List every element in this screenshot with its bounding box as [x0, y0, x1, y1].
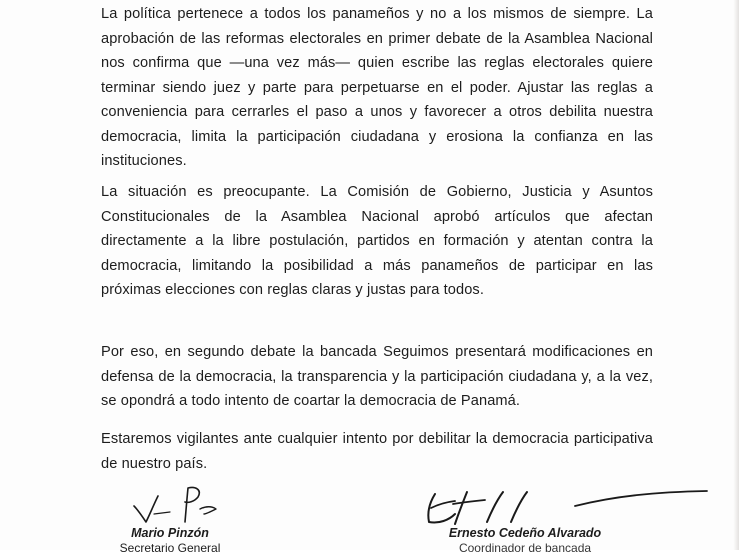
- signature-block-right: [430, 526, 620, 555]
- signature-ernesto-cedeno: [425, 484, 715, 530]
- signer-title: Secretario General: [119, 541, 221, 555]
- signer-name: Mario Pinzón: [131, 526, 209, 540]
- signature-block-left: [110, 526, 230, 555]
- paragraph-4: Estaremos vigilantes ante cualquier intento por debilitar la democracia participativa de nuestro país.: [101, 431, 653, 472]
- signer-name: Ernesto Cedeño Alvarado: [448, 526, 602, 540]
- signature-mario-pinzon: [130, 484, 240, 526]
- signer-title: Coordinador de bancada: [458, 541, 592, 555]
- paragraph-2: La situación es preocupante. La Comisión de Gobierno, Justicia y Asuntos Constitucionales de la Asamblea Nacional aprobó artículos que afectan directamente a la libre postulación, partidos en formación y atentan contra la democracia, limitando la posibilidad a más panameños de participar en las próximas elecciones con reglas claras y justas para todos.: [101, 184, 653, 298]
- page-edge-shadow: [733, 0, 739, 550]
- paragraph-1: La política pertenece a todos los panameños y no a los mismos de siempre. La aprobación de las reformas electorales en primer debate de la Asamblea Nacional nos confirma que —una vez más— quien escribe las reglas electorales quiere terminar siendo juez y parte para perpetuarse en el poder. Ajustar las reglas a conveniencia para cerrarles el paso a unos y favorecer a otros debilita nuestra democracia, limita la participación ciudadana y erosiona la confianza en las instituciones.: [101, 6, 653, 169]
- paragraph-3: Por eso, en segundo debate la bancada Seguimos presentará modificaciones en defensa de la democracia, la transparencia y la participación ciudadana y, a la vez, se opondrá a todo intento de coartar la democracia de Panamá.: [101, 344, 653, 409]
